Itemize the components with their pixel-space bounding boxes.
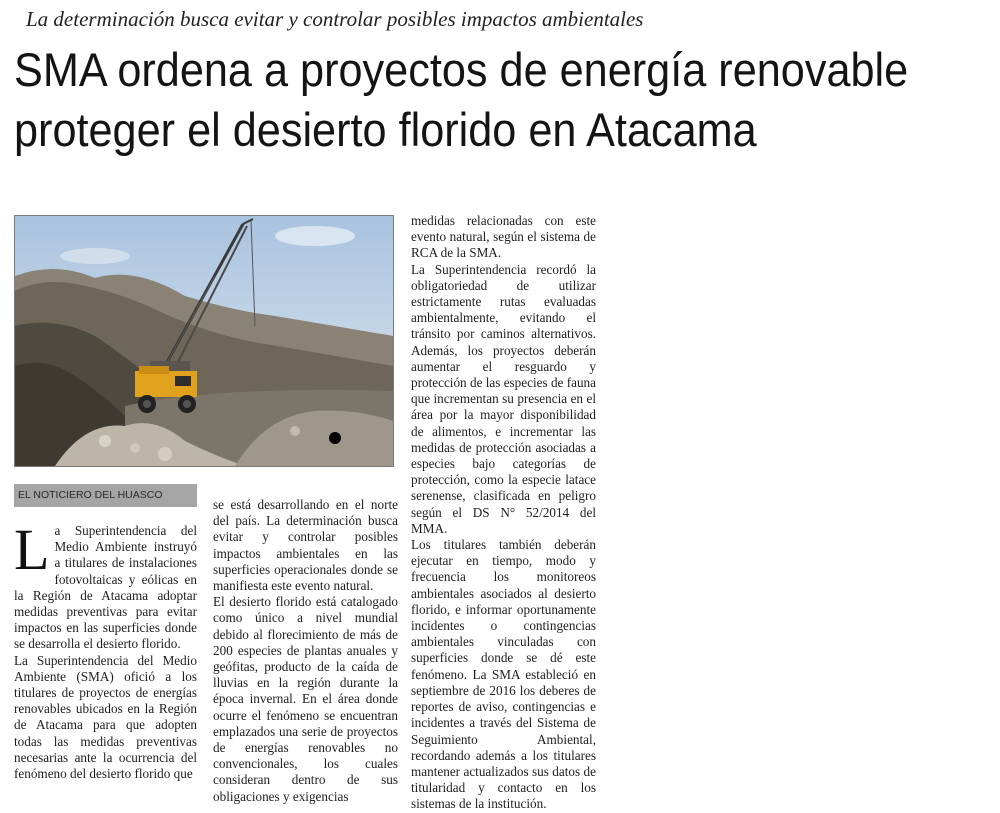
article-column-2 bbox=[213, 497, 398, 805]
paragraph: Los titulares también deberán ejecutar en tiempo, modo y frecuencia los monitoreos ambientales asociados al desierto florido, e informar oportunamente incidentes o contingencias ambientales vinculadas con superficies donde se dé este fenómeno. La SMA estableció en septiembre de 2016 los deberes de reportes de aviso, contingencias e incidentes a través del Sistema de Seguimiento Ambiental, recordando además a los titulares mantener actualizados sus datos de titularidad y contacto en los sistemas de la institución. bbox=[411, 537, 596, 812]
article-kicker: La determinación busca evitar y controlar posibles impactos ambientales bbox=[26, 7, 644, 31]
paragraph: La Superintendencia recordó la obligatoriedad de utilizar estrictamente rutas evaluadas ambientalmente, evitando el tránsito por caminos alternativos. Además, los proyectos deberán aumentar el resguardo y protección de las especies de fauna que incrementan su presencia en el área por la mayor disponibilidad de alimentos, e incrementar las medidas de protección asociadas a especies bajo categorías de protección, como la especie latace serenense, clasificada en peligro según el DS N° 52/2014 del MMA. bbox=[411, 261, 596, 536]
headline-line-1: SMA ordena a proyectos de energía renovable bbox=[14, 43, 909, 96]
mining-dragline-illustration bbox=[15, 216, 393, 466]
photo-credit: EL NOTICIERO DEL HUASCO bbox=[14, 484, 197, 507]
paragraph: se está desarrollando en el norte del país. La determinación busca evitar y controlar posibles impactos ambientales en las superficies operacionales donde se manifiesta este evento natural. bbox=[213, 497, 398, 594]
drop-cap: L bbox=[14, 517, 50, 582]
article-column-1 bbox=[14, 517, 197, 782]
article-headline bbox=[14, 40, 916, 160]
paragraph: medidas relacionadas con este evento natural, según el sistema de RCA de la SMA. bbox=[411, 213, 596, 261]
headline-line-2: proteger el desierto florido en Atacama bbox=[14, 103, 757, 156]
paragraph: El desierto florido está catalogado como único a nivel mundial debido al florecimiento de más de 200 especies de plantas anuales y geófitas, producto de la caída de lluvias en la región durante la época invernal. En el área donde ocurre el fenómeno se encuentran emplazados una serie de proyectos de energías renovables no convencionales, los cuales consideran dentro de sus obligaciones y exigencias bbox=[213, 594, 398, 804]
article-photo bbox=[14, 215, 394, 467]
lead-paragraph-text: a Superintendencia del Medio Ambiente instruyó a titulares de instalaciones fotovoltaicas y eólicas en la Región de Atacama adoptar medidas preventivas para evitar impactos en las superficies donde se desarrolla el desierto florido. bbox=[14, 523, 197, 652]
article-column-3 bbox=[411, 213, 596, 813]
paragraph: La Superintendencia del Medio Ambiente (SMA) ofició a los titulares de proyectos de energías renovables ubicados en la Región de Atacama para que adopten todas las medidas preventivas necesarias ante la ocurrencia del fenómeno del desierto florido que bbox=[14, 652, 197, 782]
lead-paragraph bbox=[14, 517, 197, 653]
